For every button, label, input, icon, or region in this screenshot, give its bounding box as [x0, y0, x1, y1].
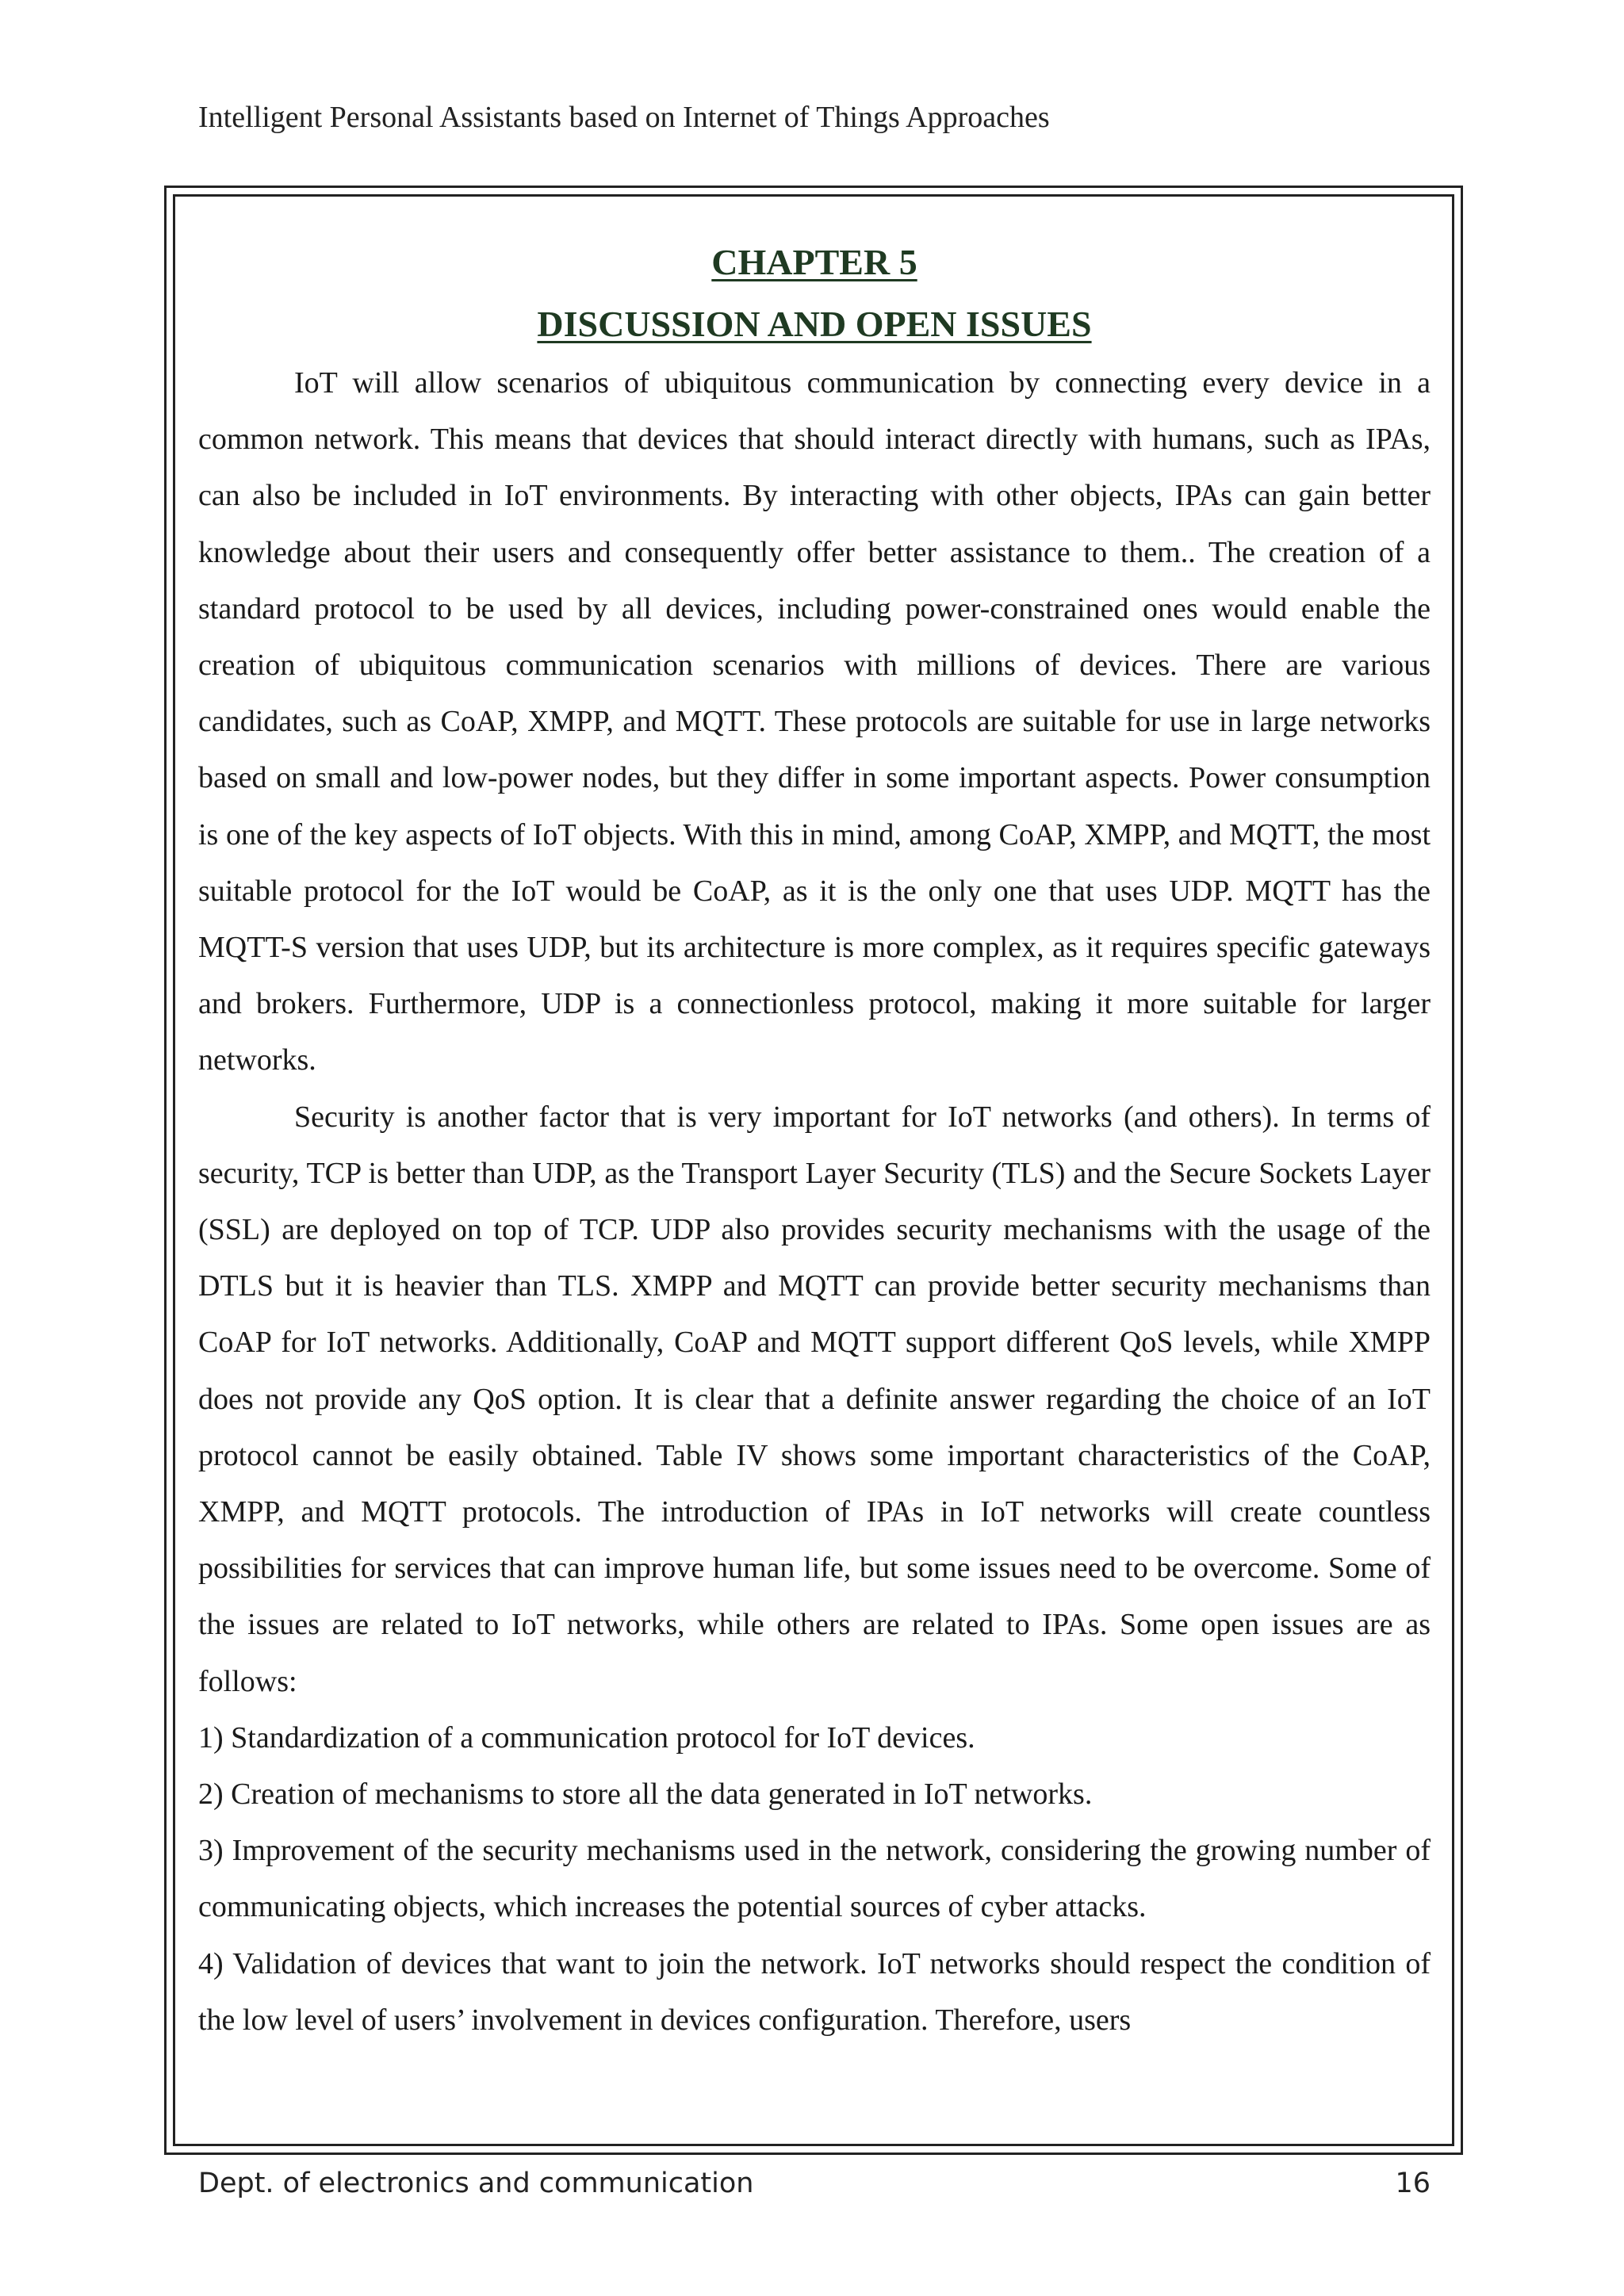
page-number: 16 [1395, 2168, 1431, 2199]
running-footer [198, 2161, 1431, 2206]
open-issue-item-2: 2) Creation of mechanisms to store all the data generated in IoT networks. [198, 1777, 1093, 1812]
body-paragraph-1: IoT will allow scenarios of ubiquitous communication by connecting every device in a common network. This means that devices that should interact directly with humans, such as IPAs, can also be included in IoT environments. By interacting with other objects, IPAs can gain better knowledge about their users and consequently offer better assistance to them.. The creation of a standard protocol to be used by all devices, including power-constrained ones would enable the creation of ubiquitous communication scenarios with millions of devices. There are various candidates, such as CoAP, XMPP, and MQTT. These protocols are suitable for use in large networks based on small and low-power nodes, but they differ in some important aspects. Power consumption is one of the key aspects of IoT objects. With this in mind, among CoAP, XMPP, and MQTT, the most suitable protocol for the IoT would be CoAP, as it is the only one that uses UDP. MQTT has the MQTT-S version that uses UDP, but its architecture is more complex, as it requires specific gateways and brokers. Furthermore, UDP is a connectionless protocol, making it more suitable for larger networks. [198, 366, 1431, 1077]
chapter-title: DISCUSSION AND OPEN ISSUES [537, 304, 1092, 344]
running-header: Intelligent Personal Assistants based on Internet of Things Approaches [198, 101, 1050, 134]
page-content [198, 232, 1431, 2049]
body-paragraph-2: Security is another factor that is very important for IoT networks (and others). In terms of security, TCP is better than UDP, as the Transport Layer Security (TLS) and the Secure Sockets Layer (SSL) are deployed on top of TCP. UDP also provides security mechanisms with the usage of the DTLS but it is heavier than TLS. XMPP and MQTT can provide better security mechanisms than CoAP for IoT networks. Additionally, CoAP and MQTT support different QoS levels, while XMPP does not provide any QoS option. It is clear that a definite answer regarding the choice of an IoT protocol cannot be easily obtained. Table IV shows some important characteristics of the CoAP, XMPP, and MQTT protocols. The introduction of IPAs in IoT networks will create countless possibilities for services that can improve human life, but some issues need to be overcome. Some of the issues are related to IoT networks, while others are related to IPAs. Some open issues are as follows: [198, 1100, 1431, 1698]
footer-department: Dept. of electronics and communication [198, 2168, 754, 2199]
open-issue-item-4: 4) Validation of devices that want to join the network. IoT networks should respect the condition of the low level of users’ involvement in devices configuration. Therefore, users [198, 1946, 1431, 2037]
chapter-number: CHAPTER 5 [711, 242, 917, 282]
open-issue-item-3: 3) Improvement of the security mechanisms used in the network, considering the growing number of communicating objects, which increases the potential sources of cyber attacks. [198, 1834, 1431, 1924]
open-issue-item-1: 1) Standardization of a communication protocol for IoT devices. [198, 1720, 975, 1755]
